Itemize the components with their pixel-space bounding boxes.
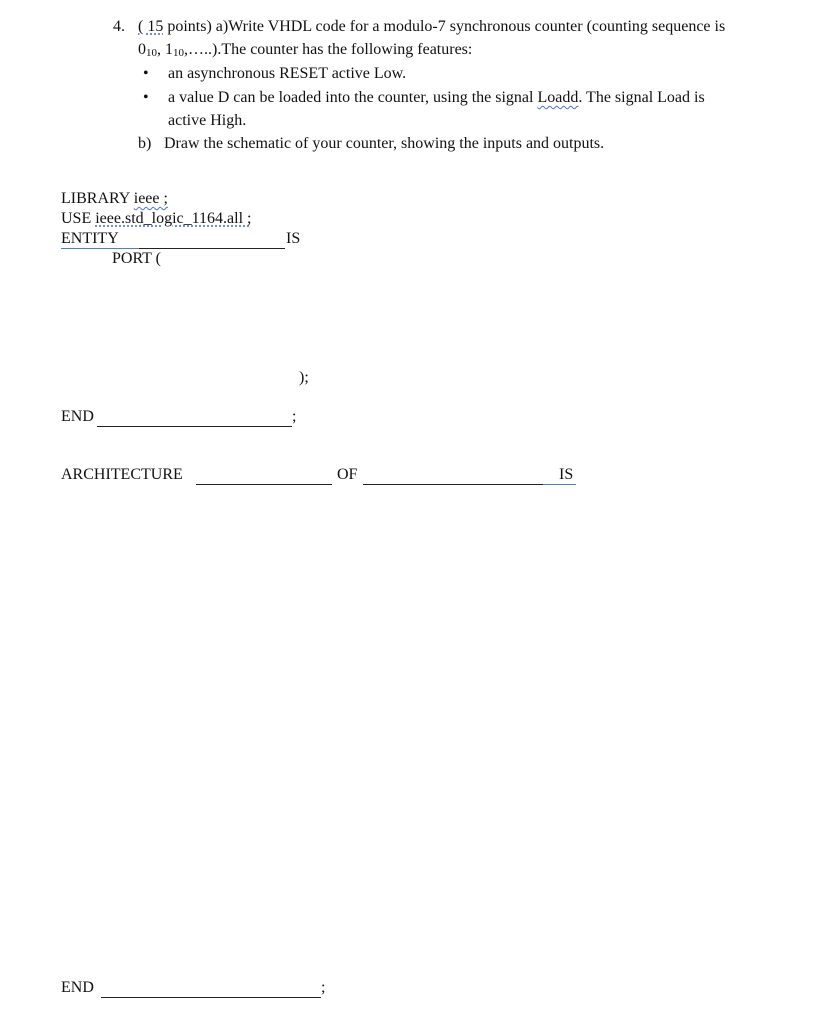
end-architecture-blank[interactable] — [101, 997, 321, 998]
architecture-keyword: ARCHITECTURE — [61, 466, 183, 483]
end-entity-semicolon: ; — [292, 408, 297, 425]
seq-separator: , 1 — [157, 41, 173, 58]
architecture-is: IS — [559, 466, 574, 483]
architecture-of: OF — [337, 466, 358, 483]
architecture-name-blank[interactable] — [196, 484, 332, 485]
end-architecture-keyword: END — [61, 979, 94, 996]
port-keyword: PORT ( — [112, 250, 161, 267]
feature-load-continued: active High. — [168, 112, 247, 129]
feature-load — [168, 90, 705, 106]
part-b-label: b) — [138, 135, 152, 152]
question-number: 4. — [113, 18, 125, 35]
question-line-1 — [138, 19, 725, 35]
port-close: ); — [299, 369, 309, 386]
part-b-text: Draw the schematic of your counter, showing the inputs and outputs. — [164, 135, 605, 152]
bullet-icon: • — [143, 65, 149, 82]
question-text: points) a)Write VHDL code for a modulo-7 synchronous counter (counting sequence is — [163, 18, 726, 35]
use-keyword: USE — [61, 210, 96, 227]
entity-name-blank[interactable] — [139, 248, 285, 249]
library-name: ieee ; — [133, 190, 168, 207]
library-keyword: LIBRARY — [61, 190, 134, 207]
points-value: ( 15 — [138, 18, 164, 35]
entity-keyword-underline — [61, 248, 139, 249]
seq-first-subscript: 10 — [146, 47, 157, 59]
end-architecture-semicolon: ; — [321, 979, 326, 996]
end-entity-keyword: END — [61, 408, 94, 425]
use-line — [61, 211, 252, 227]
end-entity-blank[interactable] — [97, 426, 292, 427]
library-line — [61, 191, 168, 207]
counting-sequence-line — [138, 42, 472, 59]
use-package: ieee.std_logic_1164.all ; — [95, 210, 252, 227]
feature-load-text: a value D can be loaded into the counter, using the signal — [168, 89, 538, 106]
feature-reset: an asynchronous RESET active Low. — [168, 65, 407, 82]
entity-is: IS — [286, 230, 301, 247]
feature-load-rest: . The signal Load is — [578, 89, 705, 106]
loadd-word: Loadd — [537, 89, 579, 106]
bullet-icon: • — [143, 89, 149, 106]
architecture-is-underline — [543, 484, 576, 485]
seq-rest: ,…..).The counter has the following features: — [184, 41, 473, 58]
architecture-entity-blank[interactable] — [363, 484, 543, 485]
seq-first: 0 — [138, 41, 146, 58]
entity-keyword: ENTITY — [61, 230, 119, 247]
seq-second-subscript: 10 — [173, 47, 184, 59]
